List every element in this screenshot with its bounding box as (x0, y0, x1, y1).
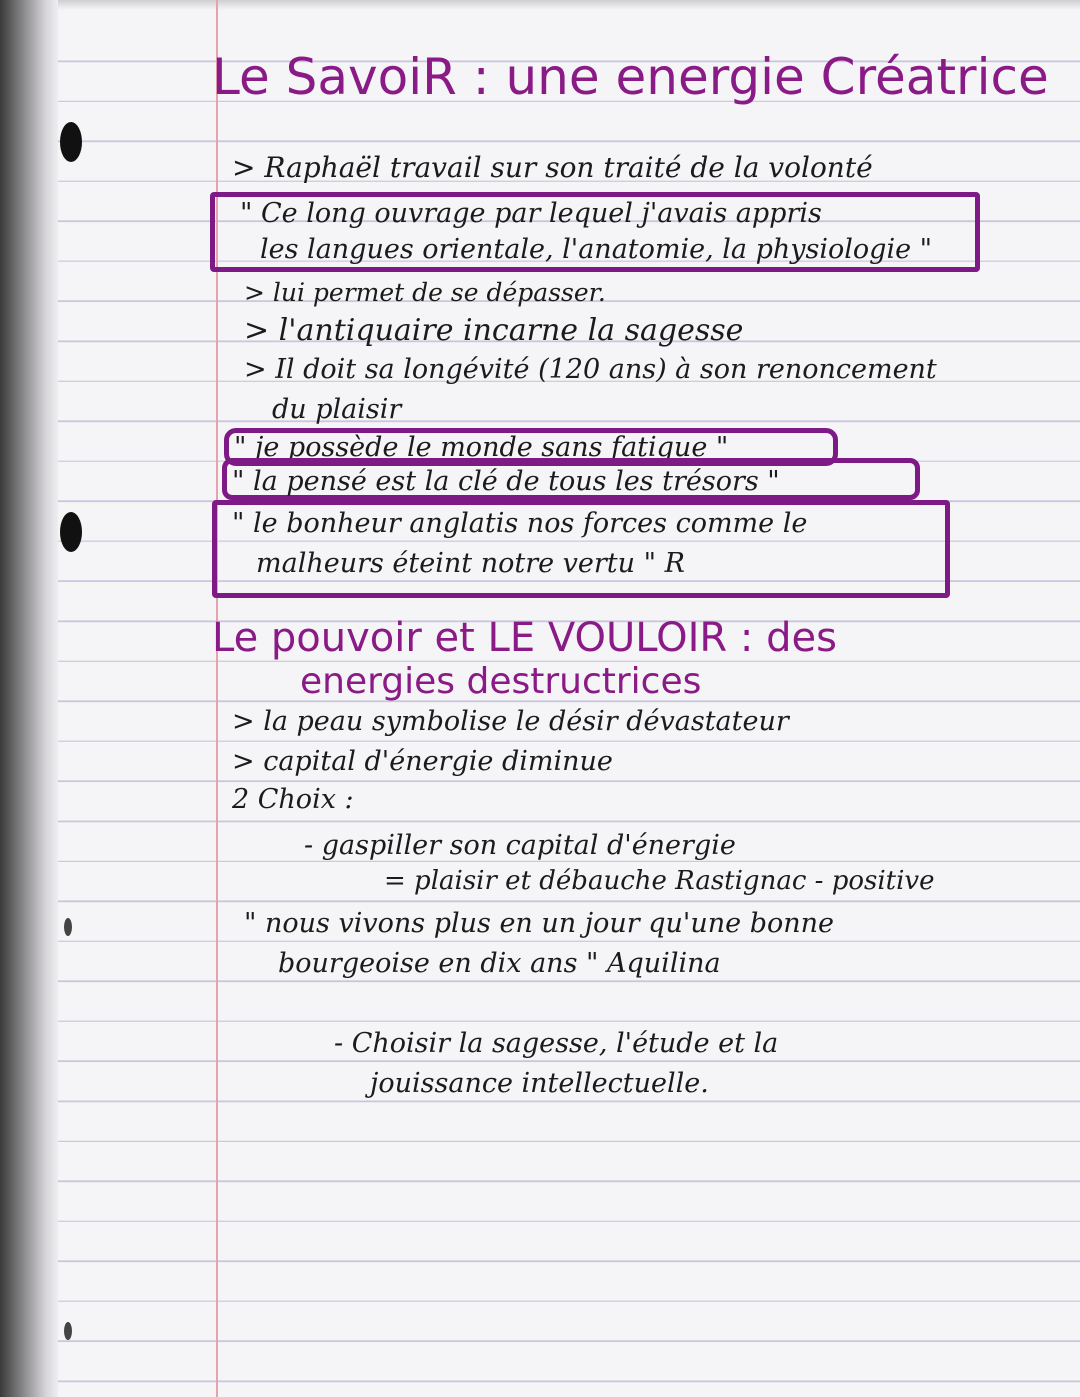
note-line: > Raphaël travail sur son traité de la volonté (232, 151, 873, 184)
note-line: jouissance intellectuelle. (370, 1068, 709, 1099)
page-shadow (0, 0, 58, 1397)
note-line: = plaisir et débauche Rastignac - positive (384, 866, 935, 896)
note-line: - Choisir la sagesse, l'étude et la (334, 1028, 779, 1059)
quote-line: " nous vivons plus en un jour qu'une bonne (244, 908, 834, 939)
quote-line: les langues orientale, l'anatomie, la physiologie " (260, 234, 933, 265)
note-line: > l'antiquaire incarne la sagesse (244, 313, 744, 348)
quote-line: " la pensé est la clé de tous les trésors " (232, 466, 780, 497)
page-top-edge (58, 0, 1080, 10)
note-line: 2 Choix : (232, 784, 354, 815)
note-line: > capital d'énergie diminue (232, 746, 613, 777)
note-line: > la peau symbolise le désir dévastateur (232, 706, 789, 737)
section-title-pouvoir-line2: energies destructrices (300, 661, 702, 702)
punch-hole (64, 1322, 72, 1340)
quote-line: " je possède le monde sans fatigue " (234, 432, 729, 463)
section-title-savoir: Le SavoiR : une energie Créatrice (212, 48, 1049, 106)
section-title-pouvoir: Le pouvoir et LE VOULOIR : des (212, 615, 837, 661)
punch-hole (64, 918, 72, 936)
quote-line: malheurs éteint notre vertu " R (256, 548, 685, 579)
quote-line: " le bonheur anglatis nos forces comme le (232, 508, 808, 539)
quote-line: " Ce long ouvrage par lequel j'avais appris (240, 198, 822, 229)
note-line: > Il doit sa longévité (120 ans) à son renoncement (244, 354, 937, 385)
note-line: - gaspiller son capital d'énergie (304, 830, 736, 861)
punch-hole (60, 512, 82, 552)
quote-line: bourgeoise en dix ans " Aquilina (278, 948, 721, 979)
punch-hole (60, 122, 82, 162)
note-line: du plaisir (272, 394, 402, 425)
note-line: > lui permet de se dépasser. (244, 278, 606, 307)
